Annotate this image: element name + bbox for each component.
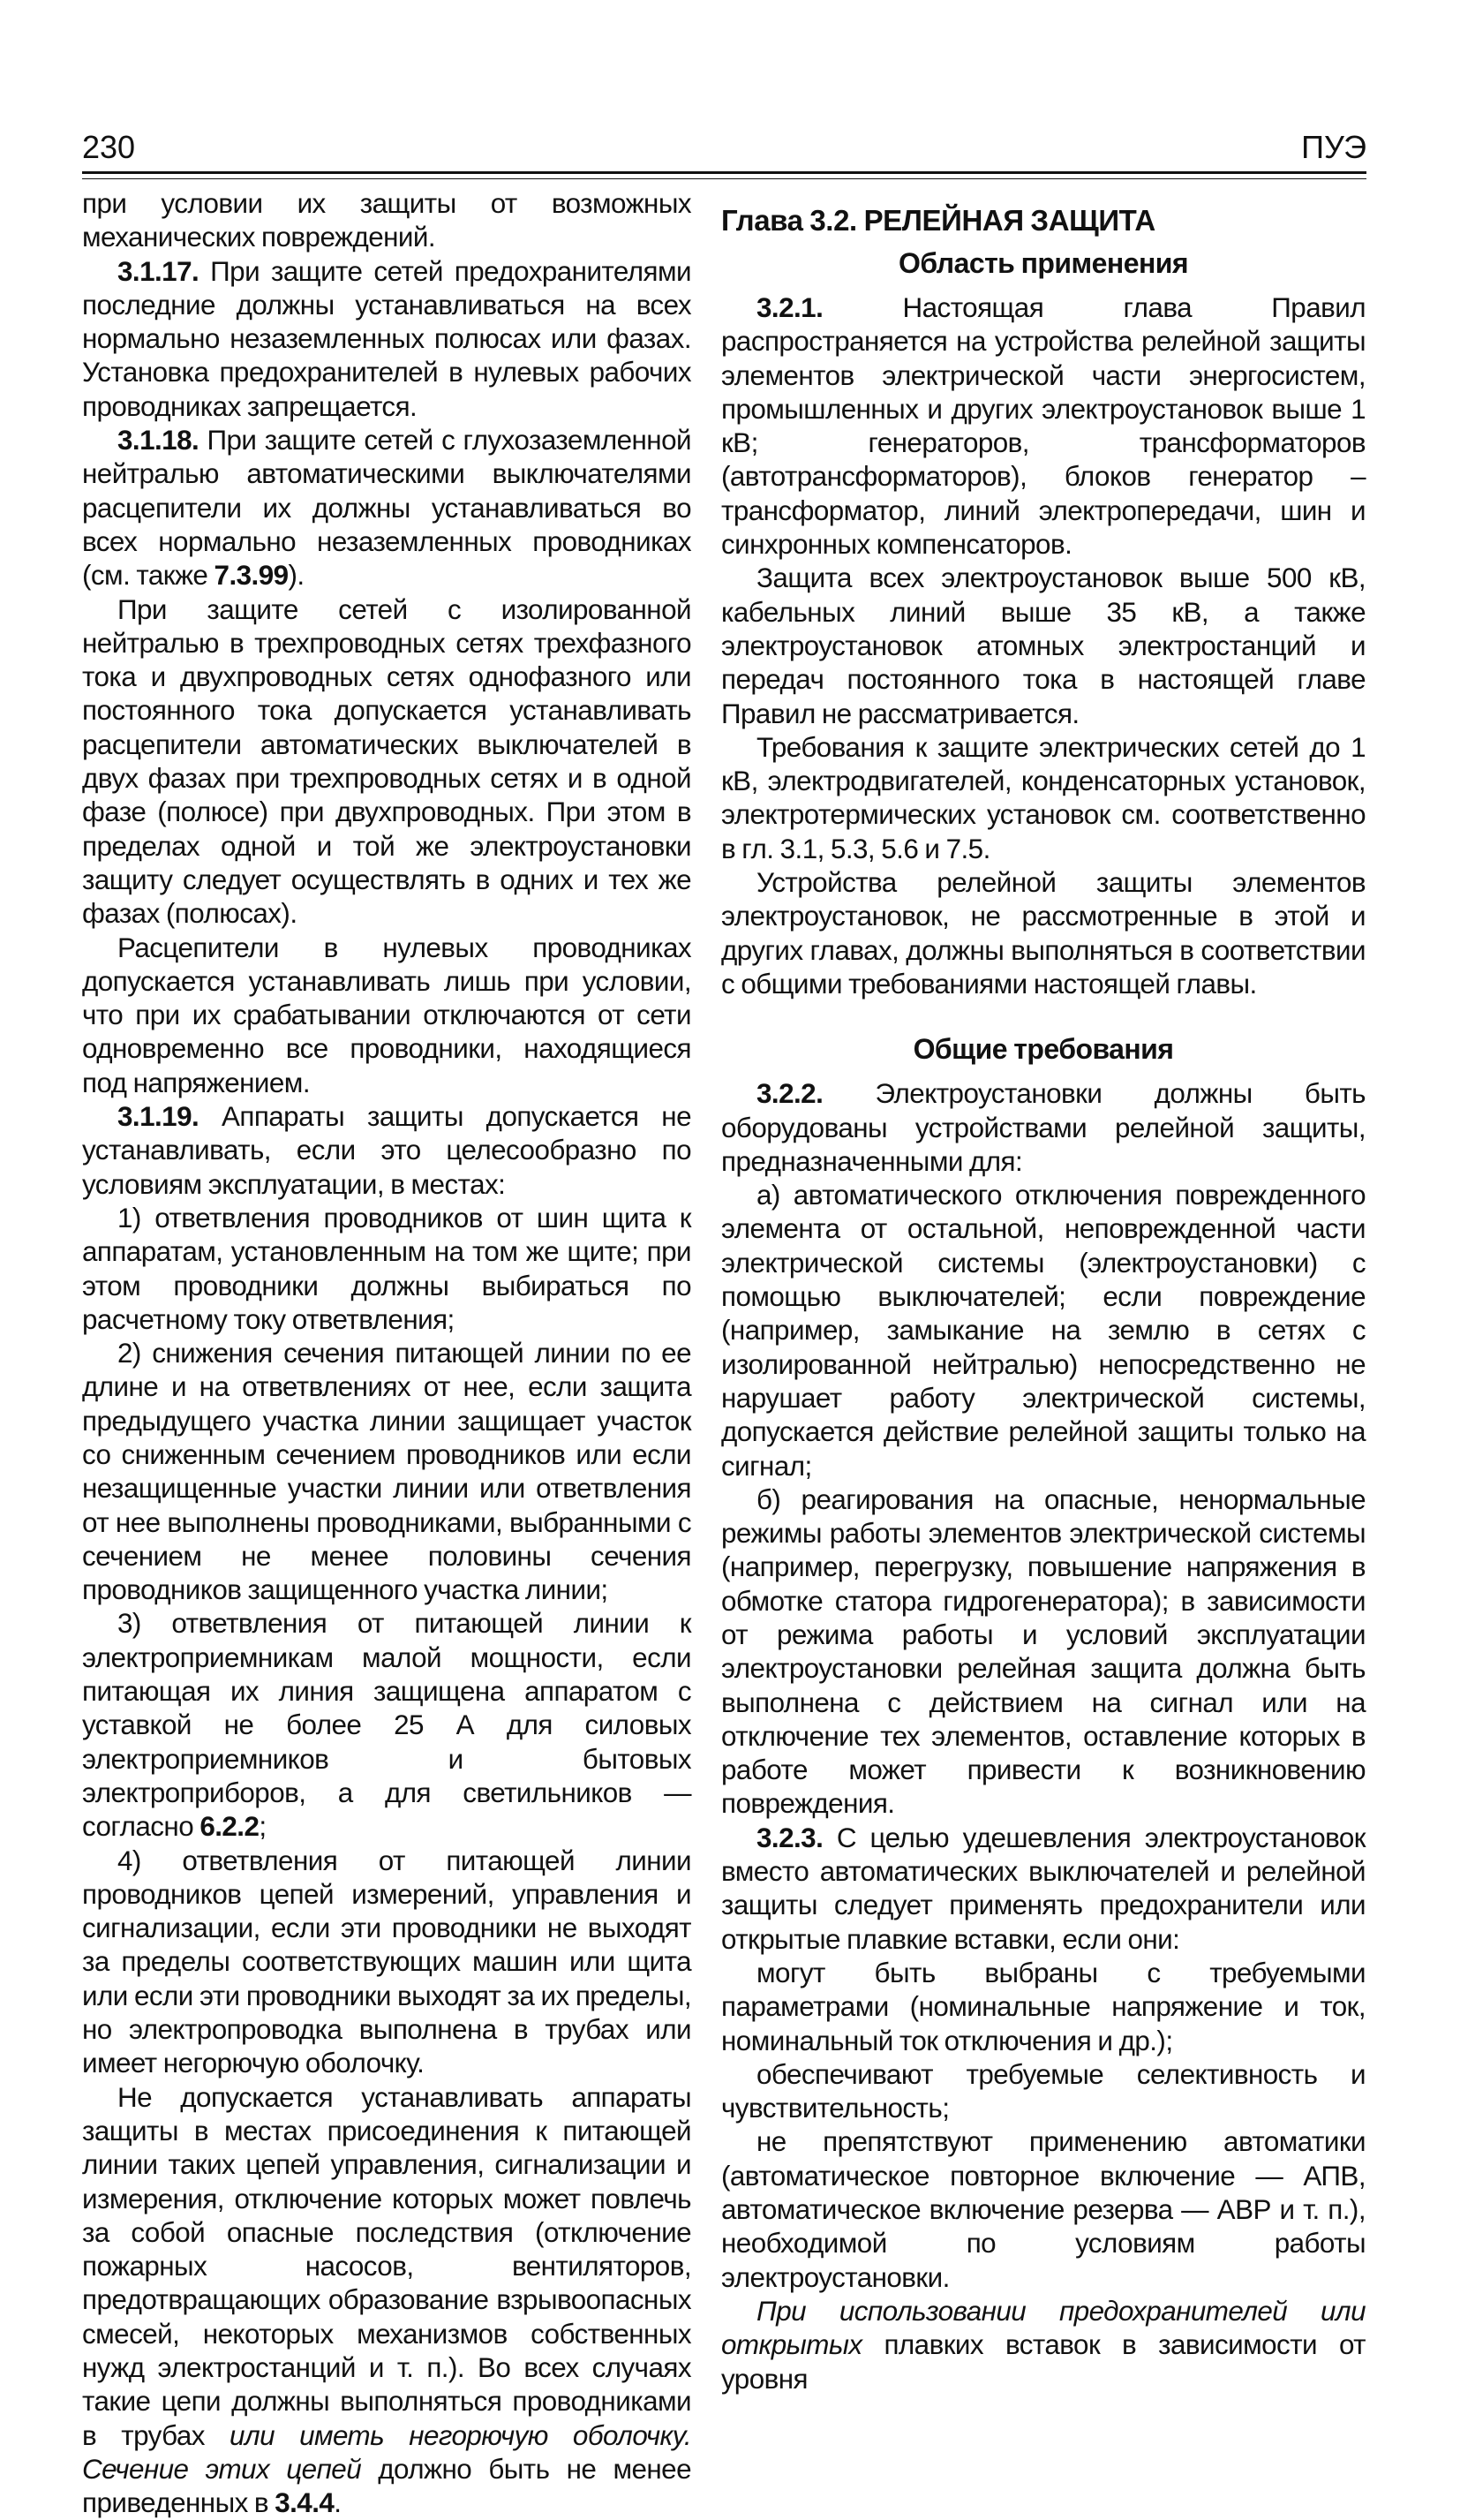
clause-text: Электроустановки должны быть оборудованы устройствами релейной защиты, предназначенными для: bbox=[721, 1078, 1366, 1177]
paragraph-text: Устройства релейной защиты элементов электроустановок, не рассмотренные в этой и других главах, должны выполняться в соответствии с общими требованиями настоящей главы. bbox=[721, 867, 1366, 1000]
list-item-text: 3) ответвления от питающей линии к электроприемникам малой мощности, если питающая их линия защищена аппаратом с уставкой не более 25 А для силовых электроприемников и бытовых электроприборов, а для светильников — согласно bbox=[82, 1608, 691, 1843]
list-item bbox=[82, 1845, 691, 2081]
clause-number: 3.1.17. bbox=[117, 255, 199, 287]
clause-3-1-17 bbox=[82, 255, 691, 424]
page-header bbox=[82, 124, 1366, 174]
clause-text: С целью удешевления электроустановок вместо автоматических выключателей и релейной защиты следует применять предохранители или открытые плавкие вставки, если они: bbox=[721, 1822, 1366, 1955]
paragraph-text: плавких вставок в зависимости от уровня bbox=[721, 2329, 1366, 2395]
list-item-text: 4) ответвления от питающей линии проводников цепей измерений, управления и сигнализации, если эти проводники не выходят за пределы соответствующих машин или щита или если эти проводники выходят за их пределы, но электропроводка выполнена в трубах или имеет негорючую оболочку. bbox=[82, 1845, 691, 2079]
italic-text: При использовании предохранителей или открытых bbox=[721, 2295, 1366, 2361]
section-heading: Область применения bbox=[899, 247, 1188, 279]
paragraph bbox=[82, 593, 691, 932]
list-item bbox=[721, 1483, 1366, 1822]
list-item bbox=[82, 1337, 691, 1607]
list-item-text: а) автоматического отключения поврежденного элемента от остальной, неповрежденной части электрической системы (электроустановки) с помощью выключателей; если повреждение (например, замыкание на землю в сетях с изолированной нейтралью) непосредственно не нарушает работу электрической системы, допускается действие релейной защиты только на сигнал; bbox=[721, 1180, 1366, 1482]
list-item-text: обеспечивают требуемые селективность и чувствительность; bbox=[721, 2058, 1366, 2124]
clause-3-2-3 bbox=[721, 1822, 1366, 1957]
paragraph bbox=[721, 731, 1366, 866]
clause-3-1-18 bbox=[82, 424, 691, 592]
clause-text: Аппараты защиты допускается не устанавливать, если это целесообразно по условиям эксплуатации, в местах: bbox=[82, 1101, 691, 1200]
list-item-text: ; bbox=[259, 1811, 267, 1843]
paragraph bbox=[82, 187, 691, 255]
paragraph-text: при условии их защиты от возможных механических повреждений. bbox=[82, 188, 691, 253]
paragraph-text: Требования к защите электрических сетей до 1 кВ, электродвигателей, конденсаторных установок, электротермических установок см. соответственно в гл. 3.1, 5.3, 5.6 и 7.5. bbox=[721, 731, 1366, 864]
list-item-text: могут быть выбраны с требуемыми параметрами (номинальные напряжение и ток, номинальный ток отключения и др.); bbox=[721, 1957, 1366, 2056]
clause-3-2-2 bbox=[721, 1077, 1366, 1179]
paragraph-text: Защита всех электроустановок выше 500 кВ, кабельных линий выше 35 кВ, а также электроустановок атомных электростанций и передач постоянного тока в настоящей главе Правил не рассматривается. bbox=[721, 562, 1366, 729]
cross-reference: 7.3.99 bbox=[214, 560, 289, 592]
clause-3-2-1 bbox=[721, 291, 1366, 562]
left-column bbox=[82, 187, 691, 2519]
paragraph-text: При защите сетей с изолированной нейтралью в трехпроводных сетях трехфазного тока и двухпроводных сетях однофазного или постоянного тока допускается устанавливать расцепители автоматических выключателей в двух фазах при трехпроводных сетях и в одной фазе (полюсе) при двухпроводных. При этом в пределах одной и той же электроустановки защиту следует осуществлять в одних и тех же фазах (полюсах). bbox=[82, 593, 691, 930]
paragraph-text: Не допускается устанавливать аппараты защиты в местах присоединения к питающей линии таких цепей управления, сигнализации и измерения, отключение которых может повлечь за собой опасные последствия (отключение пожарных насосов, вентиляторов, предотвращающих образование взрывоопасных смесей, некоторых механизмов собственных нужд электростанций и т. п.). Во всех случаях такие цепи должны выполняться проводниками в трубах bbox=[82, 2081, 691, 2451]
clause-number: 3.1.19. bbox=[117, 1101, 199, 1133]
clause-number: 3.2.2. bbox=[756, 1078, 824, 1110]
clause-text: Настоящая глава Правил распространяется на устройства релейной защиты элементов электрической части энергосистем, промышленных и других электроустановок выше 1 кВ; генераторов, трансформаторов (автотрансформаторов), блоков генератор – трансформатор, линий электропередачи, шин и синхронных компенсаторов. bbox=[721, 292, 1366, 561]
paragraph bbox=[721, 562, 1366, 730]
italic-text: или иметь негорючую оболочку. Сечение этих цепей bbox=[82, 2419, 691, 2485]
clause-number: 3.2.1. bbox=[756, 292, 824, 323]
clause-text: При защите сетей предохранителями последние должны устанавливаться на всех нормально незаземленных полюсах или фазах. Установка предохранителей в нулевых рабочих проводниках запрещается. bbox=[82, 255, 691, 422]
paragraph-text: должно быть не менее приведенных в bbox=[82, 2453, 691, 2519]
right-column bbox=[721, 187, 1366, 2395]
paragraph bbox=[721, 2295, 1366, 2396]
clause-number: 3.1.18. bbox=[117, 425, 199, 456]
list-item-text: 2) снижения сечения питающей линии по ее длине и на ответвлениях от нее, если защита предыдущего участка линии защищает участок со сниженным сечением проводников или если незащищенные участки линии или ответвления от нее выполнены проводниками, выбранными с сечением не менее половины сечения проводников защищенного участка линии; bbox=[82, 1338, 691, 1606]
cross-reference: 3.4.4 bbox=[275, 2487, 335, 2519]
paragraph bbox=[82, 932, 691, 1100]
paragraph-text: Расцепители в нулевых проводниках допускается устанавливать лишь при условии, что при их срабатывании отключаются от сети одновременно все проводники, находящиеся под напряжением. bbox=[82, 932, 691, 1098]
page-number: 230 bbox=[82, 129, 136, 165]
list-item-text: не препятствуют применению автоматики (автоматическое повторное включение — АПВ, автоматическое включение резерва — АВР и т. п.), необходимой по условиям работы электроустановки. bbox=[721, 2126, 1366, 2293]
clause-text: ). bbox=[288, 560, 305, 592]
chapter-title: Глава 3.2. РЕЛЕЙНАЯ ЗАЩИТА bbox=[721, 204, 1155, 237]
cross-reference: 6.2.2 bbox=[199, 1811, 260, 1843]
list-item bbox=[721, 1957, 1366, 2058]
list-item-text: 1) ответвления проводников от шин щита к аппаратам, установленным на том же щите; при этом проводники должны выбираться по расчетному току ответвления; bbox=[82, 1202, 691, 1335]
clause-number: 3.2.3. bbox=[756, 1822, 824, 1853]
list-item bbox=[721, 1179, 1366, 1483]
paragraph bbox=[721, 866, 1366, 1001]
clause-text: При защите сетей с глухозаземленной нейтралью автоматическими выключателями расцепители их должны устанавливаться во всех нормально незаземленных проводниках (см. также bbox=[82, 425, 691, 592]
list-item bbox=[721, 2125, 1366, 2294]
list-item bbox=[82, 1202, 691, 1337]
paragraph bbox=[82, 2081, 691, 2520]
clause-3-1-19 bbox=[82, 1100, 691, 1202]
list-item-text: б) реагирования на опасные, ненормальные режимы работы элементов электрической системы (например, перегрузку, повышение напряжения в обмотке статора гидрогенератора); в зависимости от режима работы и условий эксплуатации электроустановки релейная защита должна быть выполнена с действием на сигнал или на отключение тех элементов, оставление которых в работе может привести к возникновению повреждения. bbox=[721, 1483, 1366, 1820]
paragraph-text: . bbox=[334, 2487, 342, 2519]
running-title: ПУЭ bbox=[1301, 129, 1366, 165]
list-item bbox=[82, 1607, 691, 1844]
section-heading: Общие требования bbox=[913, 1033, 1174, 1066]
list-item bbox=[721, 2058, 1366, 2126]
